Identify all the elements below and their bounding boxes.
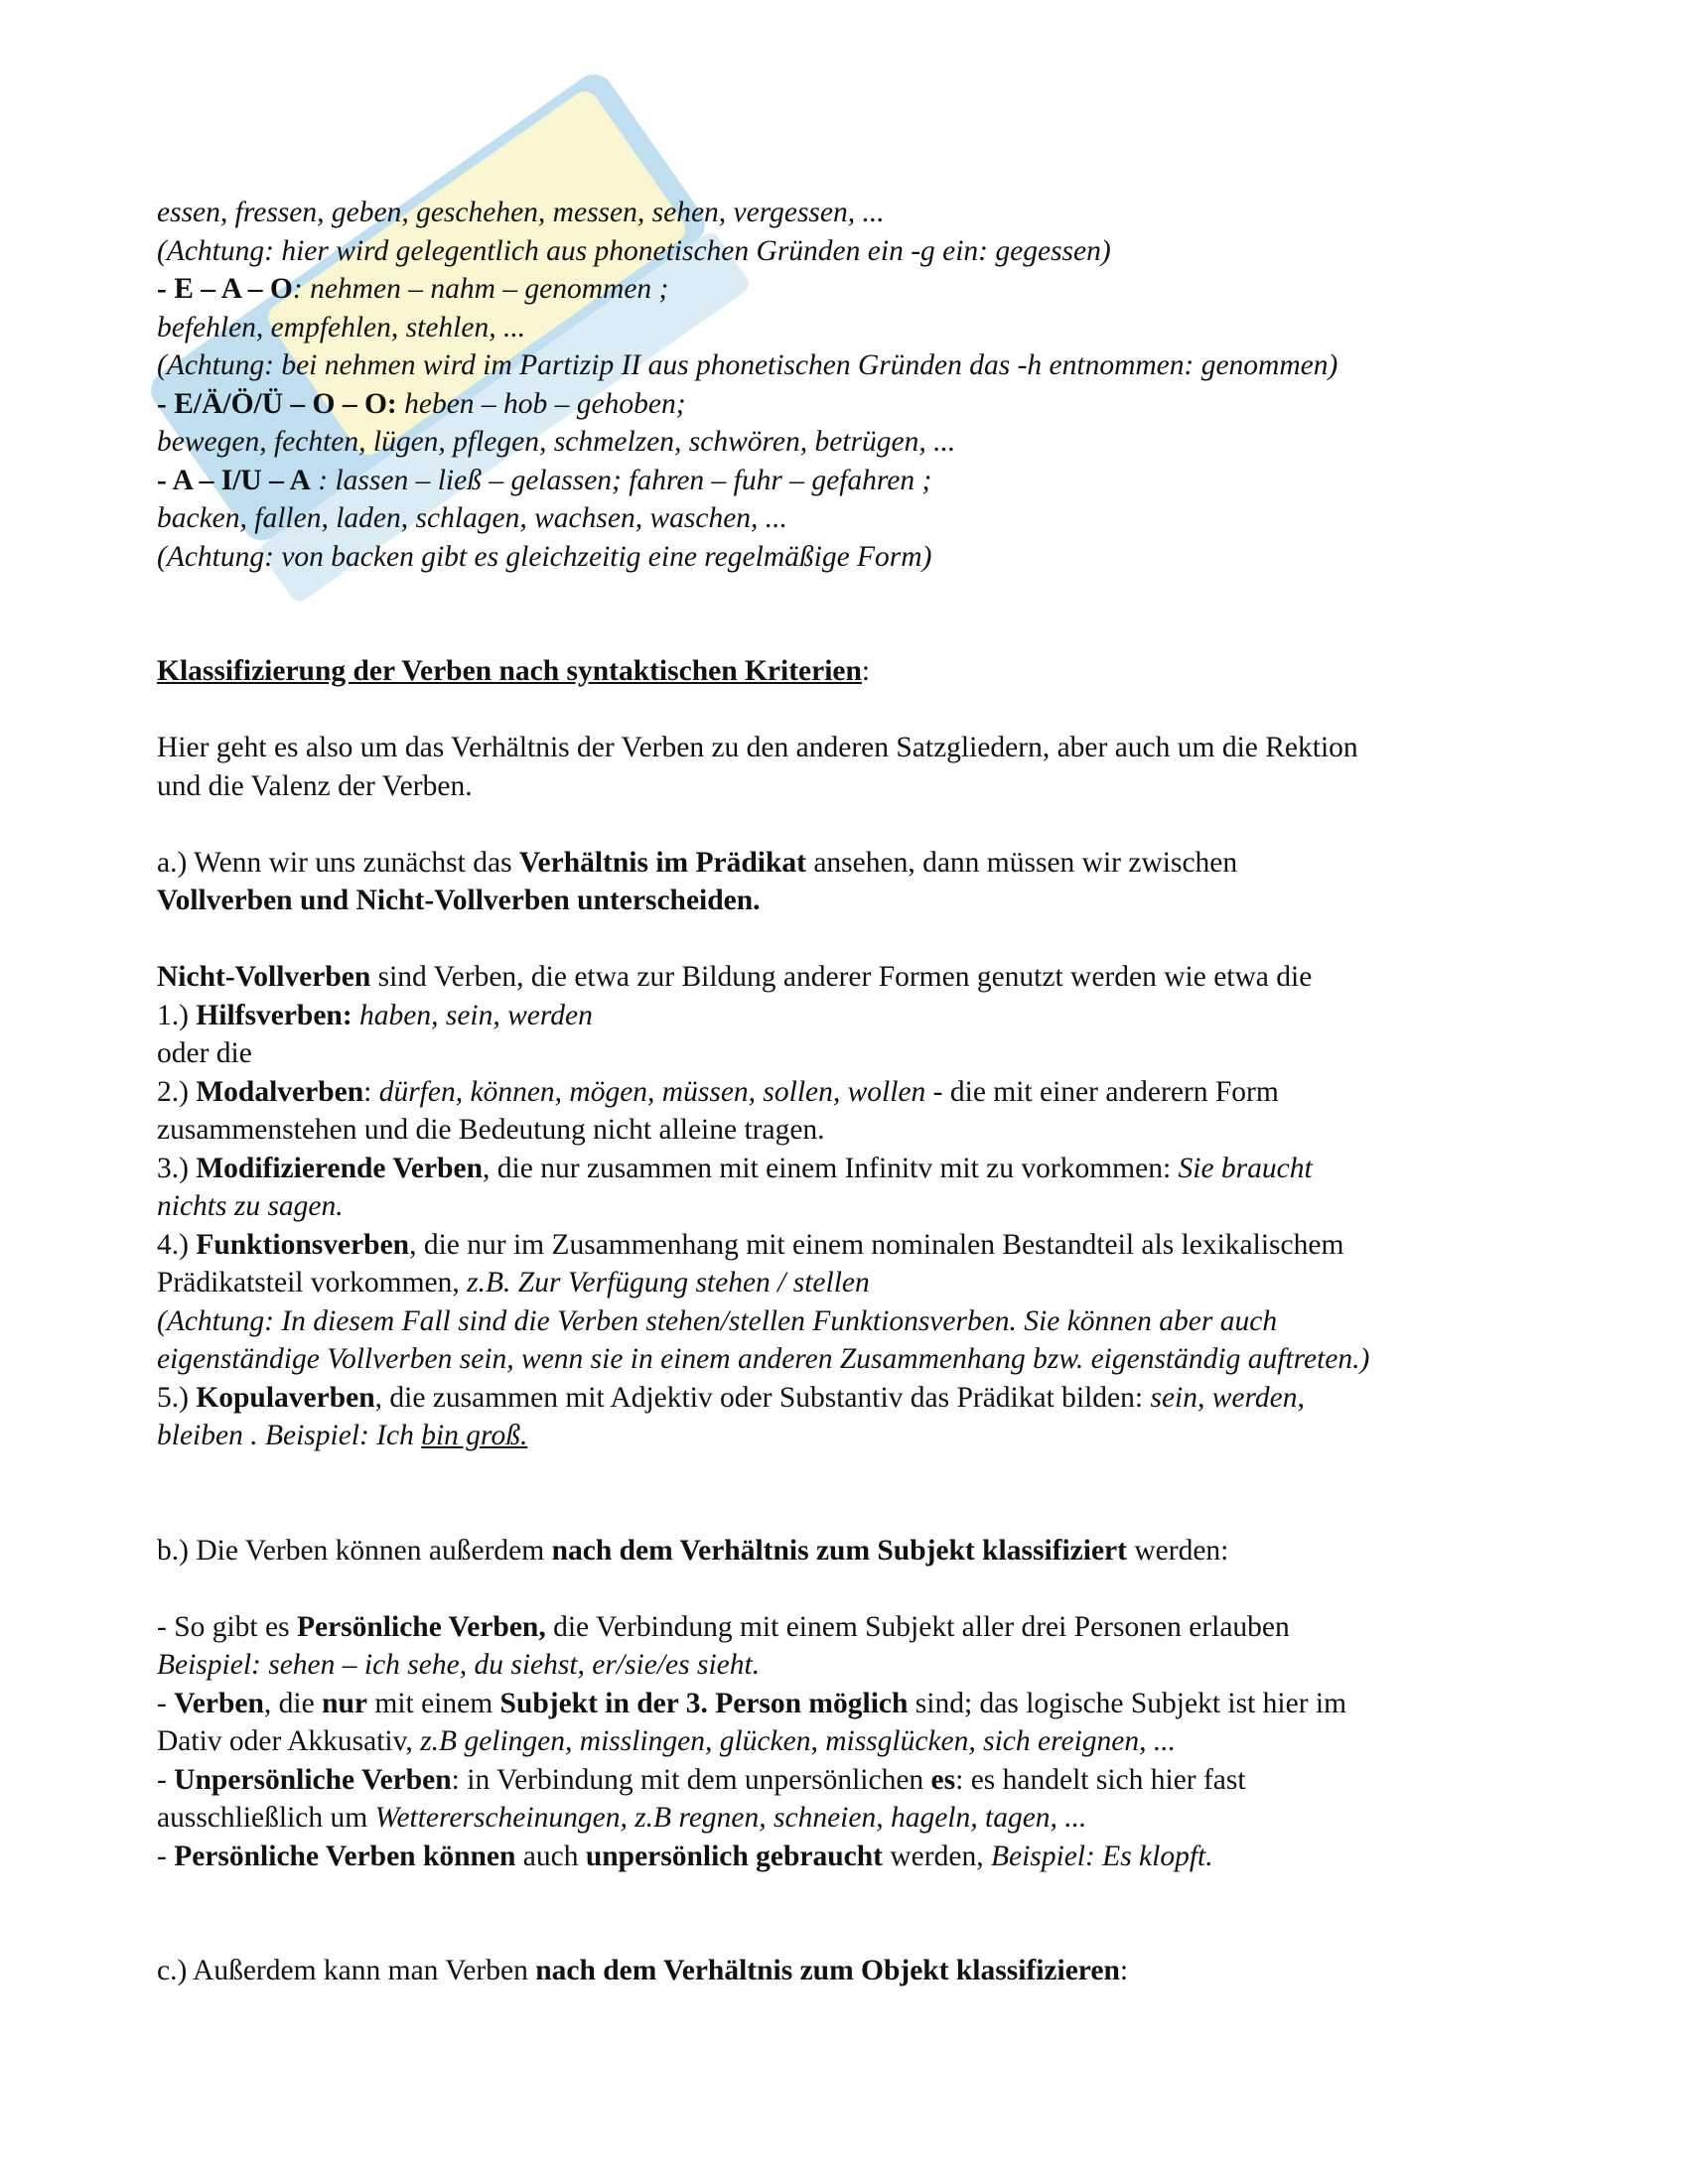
text-run: , die: [263, 1687, 323, 1719]
list-item-modalverben: [157, 1073, 1547, 1112]
document-page: [157, 194, 1547, 1990]
text-run: - die mit einer anderern Form: [925, 1075, 1279, 1108]
ablaut-example: : lassen – ließ – gelassen; fahren – fuhr – gefahren ;: [310, 464, 932, 496]
paragraph-line: zusammenstehen und die Bedeutung nicht alleine tragen.: [157, 1114, 825, 1146]
note-line: eigenständige Vollverben sein, wenn sie in einem anderen Zusammenhang bzw. eigenständig auftreten.): [157, 1343, 1370, 1375]
text-run: :: [1119, 1955, 1129, 1986]
ablaut-pattern: - A – I/U – A: [157, 464, 311, 496]
section-a-line: [157, 844, 1547, 883]
bold-run: Nicht-Vollverben: [157, 961, 371, 993]
subject-item-line: [157, 1608, 1547, 1647]
verb-list-line: befehlen, empfehlen, stehlen, ...: [157, 311, 526, 343]
text-run: auch: [515, 1840, 586, 1872]
subject-item-line: [157, 1761, 1547, 1800]
underlined-example: bin groß.: [421, 1420, 528, 1451]
section-a-line: [157, 882, 1547, 920]
bold-run: Verben: [174, 1687, 264, 1719]
bold-run: Hilfsverben:: [196, 999, 352, 1031]
text-run: : in Verbindung mit dem unpersönlichen: [451, 1763, 931, 1796]
ablaut-pattern-line: [157, 270, 1547, 309]
italic-run: dürfen, können, mögen, müssen, sollen, wollen: [378, 1075, 926, 1108]
subject-item-line: [157, 1685, 1547, 1723]
bold-run: es: [930, 1763, 956, 1796]
text-run: die Verbindung mit einem Subjekt aller drei Personen erlauben: [545, 1610, 1290, 1643]
section-heading-text: Klassifizierung der Verben nach syntaktischen Kriterien: [157, 655, 862, 687]
section-b-line: [157, 1532, 1547, 1570]
paragraph-line: und die Valenz der Verben.: [157, 769, 473, 802]
verb-list-line: essen, fressen, geben, geschehen, messen, sehen, vergessen, ...: [157, 197, 885, 228]
text-run: sind Verben, die etwa zur Bildung anderer Formen genutzt werden wie etwa die: [370, 961, 1313, 993]
text-run: Prädikatsteil vorkommen,: [157, 1267, 468, 1298]
bold-run: Modalverben: [196, 1075, 364, 1108]
note-line: (Achtung: bei nehmen wird im Partizip II aus phonetischen Gründen das -h entnommen: genommen): [157, 349, 1338, 381]
bold-run: Subjekt in der 3. Person möglich: [499, 1687, 909, 1719]
text-run: b.) Die Verben können außerdem: [157, 1534, 552, 1567]
italic-run: Beispiel: Es klopft.: [990, 1840, 1213, 1872]
list-item-hilfsverben: [157, 997, 1547, 1035]
list-number: 3.): [157, 1152, 197, 1184]
list-number: 2.): [157, 1075, 197, 1108]
note-line: (Achtung: hier wird gelegentlich aus phonetischen Gründen ein -g ein: gegessen): [157, 234, 1111, 267]
text-run: -: [157, 1687, 175, 1719]
text-run: :: [363, 1075, 379, 1108]
text-run: c.) Außerdem kann man Verben: [157, 1955, 536, 1986]
bold-run: unpersönlich gebraucht: [585, 1840, 883, 1872]
list-number: 4.): [157, 1228, 197, 1261]
subject-item-line: [157, 1838, 1547, 1876]
bold-run: nach dem Verhältnis zum Objekt klassifizieren: [535, 1955, 1120, 1986]
bold-run: nur: [322, 1687, 367, 1719]
paragraph-line: [157, 1417, 1547, 1455]
bold-run: Vollverben und Nicht-Vollverben unterscheiden.: [157, 885, 761, 916]
paragraph-line: nichts zu sagen.: [157, 1190, 344, 1222]
paragraph-line: [157, 1799, 1547, 1838]
text-run: a.) Wenn wir uns zunächst das: [157, 846, 519, 879]
bold-run: Persönliche Verben können: [174, 1840, 516, 1872]
paragraph-line: [157, 1264, 1547, 1302]
note-line: (Achtung: von backen gibt es gleichzeitig eine regelmäßige Form): [157, 540, 932, 573]
list-item-kopulaverben: [157, 1379, 1547, 1418]
nicht-vollverben-intro: [157, 958, 1547, 997]
bold-run: Kopulaverben: [196, 1381, 375, 1414]
ablaut-example: heben – hob – gehoben;: [396, 387, 686, 420]
text-run: , die nur zusammen mit einem Infinitv mit zu vorkommen:: [483, 1152, 1179, 1184]
ablaut-pattern-line: [157, 462, 1547, 500]
list-number: 1.): [157, 999, 197, 1031]
note-line: (Achtung: In diesem Fall sind die Verben stehen/stellen Funktionsverben. Sie können aber auch: [157, 1304, 1278, 1337]
text-run: mit einem: [367, 1687, 500, 1719]
italic-run: sein, werden,: [1150, 1381, 1305, 1414]
italic-run: Sie braucht: [1178, 1152, 1313, 1184]
verb-list-line: backen, fallen, laden, schlagen, wachsen, waschen, ...: [157, 502, 787, 534]
section-heading: [157, 652, 1547, 691]
paragraph-line: Beispiel: sehen – ich sehe, du siehst, er/sie/es sieht.: [157, 1649, 761, 1681]
text-run: - So gibt es: [157, 1610, 297, 1643]
bold-run: nach dem Verhältnis zum Subjekt klassifiziert: [551, 1534, 1127, 1567]
text-run: -: [157, 1763, 175, 1796]
text-run: ausschließlich um: [157, 1802, 375, 1834]
list-number: 5.): [157, 1381, 197, 1414]
text-run: -: [157, 1840, 175, 1872]
paragraph-line: oder die: [157, 1037, 252, 1069]
paragraph-line: Hier geht es also um das Verhältnis der Verben zu den anderen Satzgliedern, aber auch um die Rektion: [157, 732, 1358, 763]
italic-run: z.B gelingen, misslingen, glücken, missglücken, sich ereignen, ...: [420, 1725, 1177, 1757]
italic-run: haben, sein, werden: [352, 999, 593, 1031]
verb-list-line: bewegen, fechten, lügen, pflegen, schmelzen, schwören, betrügen, ...: [157, 426, 956, 458]
text-run: , die nur im Zusammenhang mit einem nominalen Bestandteil als lexikalischem: [409, 1228, 1344, 1261]
ablaut-pattern-line: [157, 385, 1547, 424]
bold-run: Unpersönliche Verben: [174, 1763, 452, 1796]
italic-run: Wettererscheinungen, z.B regnen, schneien, hageln, tagen, ...: [374, 1802, 1087, 1834]
ablaut-pattern: - E – A – O: [157, 273, 293, 305]
italic-run: z.B. Zur Verfügung stehen / stellen: [467, 1267, 870, 1298]
text-run: , die zusammen mit Adjektiv oder Substantiv das Prädikat bilden:: [374, 1381, 1151, 1414]
bold-run: Funktionsverben: [196, 1228, 410, 1261]
bold-run: Modifizierende Verben: [196, 1152, 484, 1184]
section-heading-colon: :: [861, 655, 871, 687]
section-c-line: [157, 1952, 1547, 1990]
text-run: : es handelt sich hier fast: [955, 1763, 1246, 1796]
bold-run: Verhältnis im Prädikat: [518, 846, 806, 879]
italic-run: bleiben . Beispiel: Ich: [157, 1420, 422, 1451]
ablaut-pattern: - E/Ä/Ö/Ü – O – O:: [157, 387, 397, 420]
list-item-modifizierende-verben: [157, 1150, 1547, 1188]
text-run: werden,: [883, 1840, 991, 1872]
bold-run: Persönliche Verben,: [296, 1610, 546, 1643]
ablaut-example: : nehmen – nahm – genommen ;: [292, 273, 669, 305]
text-run: werden:: [1126, 1534, 1229, 1567]
paragraph-line: [157, 1722, 1547, 1761]
text-run: Dativ oder Akkusativ,: [157, 1725, 421, 1757]
list-item-funktionsverben: [157, 1226, 1547, 1265]
text-run: ansehen, dann müssen wir zwischen: [805, 846, 1238, 879]
text-run: sind; das logische Subjekt ist hier im: [908, 1687, 1347, 1719]
